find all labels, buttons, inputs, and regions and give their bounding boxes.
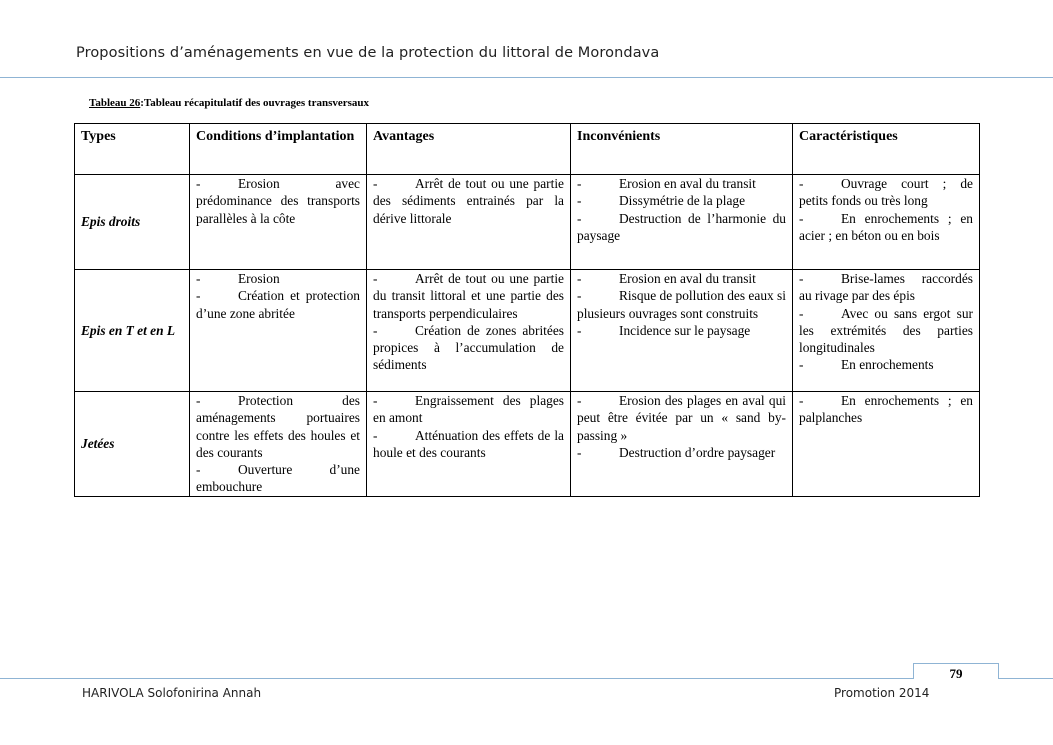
cell-type: Jetées: [75, 392, 190, 497]
cell-avantages: [367, 175, 571, 270]
cell-type: Epis en T et en L: [75, 270, 190, 392]
list-item: - Ouverture d’une embouchure: [196, 462, 360, 495]
table-row: [75, 175, 980, 270]
list-item: - Arrêt de tout ou une partie des sédiments entrainés par la dérive littorale: [373, 176, 564, 226]
cell-avantages: [367, 270, 571, 392]
column-header-avantages: Avantages: [367, 124, 571, 175]
cell-caracteristiques: [793, 175, 980, 270]
list-item: - Erosion avec prédominance des transports parallèles à la côte: [196, 176, 360, 226]
column-header-caracteristiques: Caractéristiques: [793, 124, 980, 175]
table-row: [75, 392, 980, 497]
cell-caracteristiques: [793, 392, 980, 497]
column-header-conditions: Conditions d’implantation: [190, 124, 367, 175]
cell-inconvenients: [571, 270, 793, 392]
summary-table: [74, 123, 980, 497]
footer-divider: [0, 678, 1053, 679]
list-item: - Risque de pollution des eaux si plusieurs ouvrages sont construits: [577, 288, 786, 321]
list-item: - Destruction d’ordre paysager: [577, 444, 776, 460]
document-header-title: Propositions d’aménagements en vue de la protection du littoral de Morondava: [76, 45, 660, 61]
cell-conditions: [190, 175, 367, 270]
table-row: [75, 270, 980, 392]
table-caption-ref: Tableau 26: [89, 97, 141, 109]
table-caption: [89, 97, 369, 109]
list-item: - Incidence sur le paysage: [577, 322, 751, 338]
list-item: - Arrêt de tout ou une partie du transit littoral et une partie des transports perpendiculaires: [373, 271, 564, 321]
list-item: - Erosion en aval du transit: [577, 271, 756, 286]
list-item: - Avec ou sans ergot sur les extrémités des parties longitudinales: [799, 305, 973, 356]
cell-inconvenients: [571, 175, 793, 270]
cell-inconvenients: [571, 392, 793, 497]
footer-promotion: Promotion 2014: [834, 686, 930, 700]
list-item: - Erosion des plages en aval qui peut être évitée par un « sand by-passing »: [577, 393, 786, 443]
column-header-inconvenients: Inconvénients: [571, 124, 793, 175]
list-item: - Dissymétrie de la plage: [577, 193, 746, 209]
cell-conditions: [190, 392, 367, 497]
header-divider: [0, 77, 1053, 78]
list-item: - Ouvrage court ; de petits fonds ou très long: [799, 176, 973, 209]
list-item: - Protection des aménagements portuaires contre les effets des houles et des courants: [196, 393, 360, 460]
table-caption-text: :Tableau récapitulatif des ouvrages transversaux: [140, 97, 370, 109]
list-item: - Création et protection d’une zone abritée: [196, 288, 360, 321]
footer-author: HARIVOLA Solofonirina Annah: [82, 686, 262, 700]
list-item: - Atténuation des effets de la houle et des courants: [373, 427, 564, 460]
list-item: - En enrochements: [799, 357, 934, 373]
list-item: - Destruction de l’harmonie du paysage: [577, 210, 786, 243]
page-number: 79: [913, 663, 999, 679]
cell-type: Epis droits: [75, 175, 190, 270]
list-item: - Création de zones abritées propices à l’accumulation de sédiments: [373, 322, 564, 373]
list-item: - En enrochements ; en acier ; en béton ou en bois: [799, 210, 973, 243]
cell-avantages: [367, 392, 571, 497]
list-item: - Erosion en aval du transit: [577, 176, 756, 191]
cell-conditions: [190, 270, 367, 392]
table-header-row: [75, 124, 980, 175]
list-item: - Erosion: [196, 271, 280, 286]
column-header-types: Types: [75, 124, 190, 175]
list-item: - En enrochements ; en palplanches: [799, 393, 973, 426]
cell-caracteristiques: [793, 270, 980, 392]
list-item: - Engraissement des plages en amont: [373, 393, 564, 426]
list-item: - Brise-lames raccordés au rivage par des épis: [799, 271, 973, 304]
